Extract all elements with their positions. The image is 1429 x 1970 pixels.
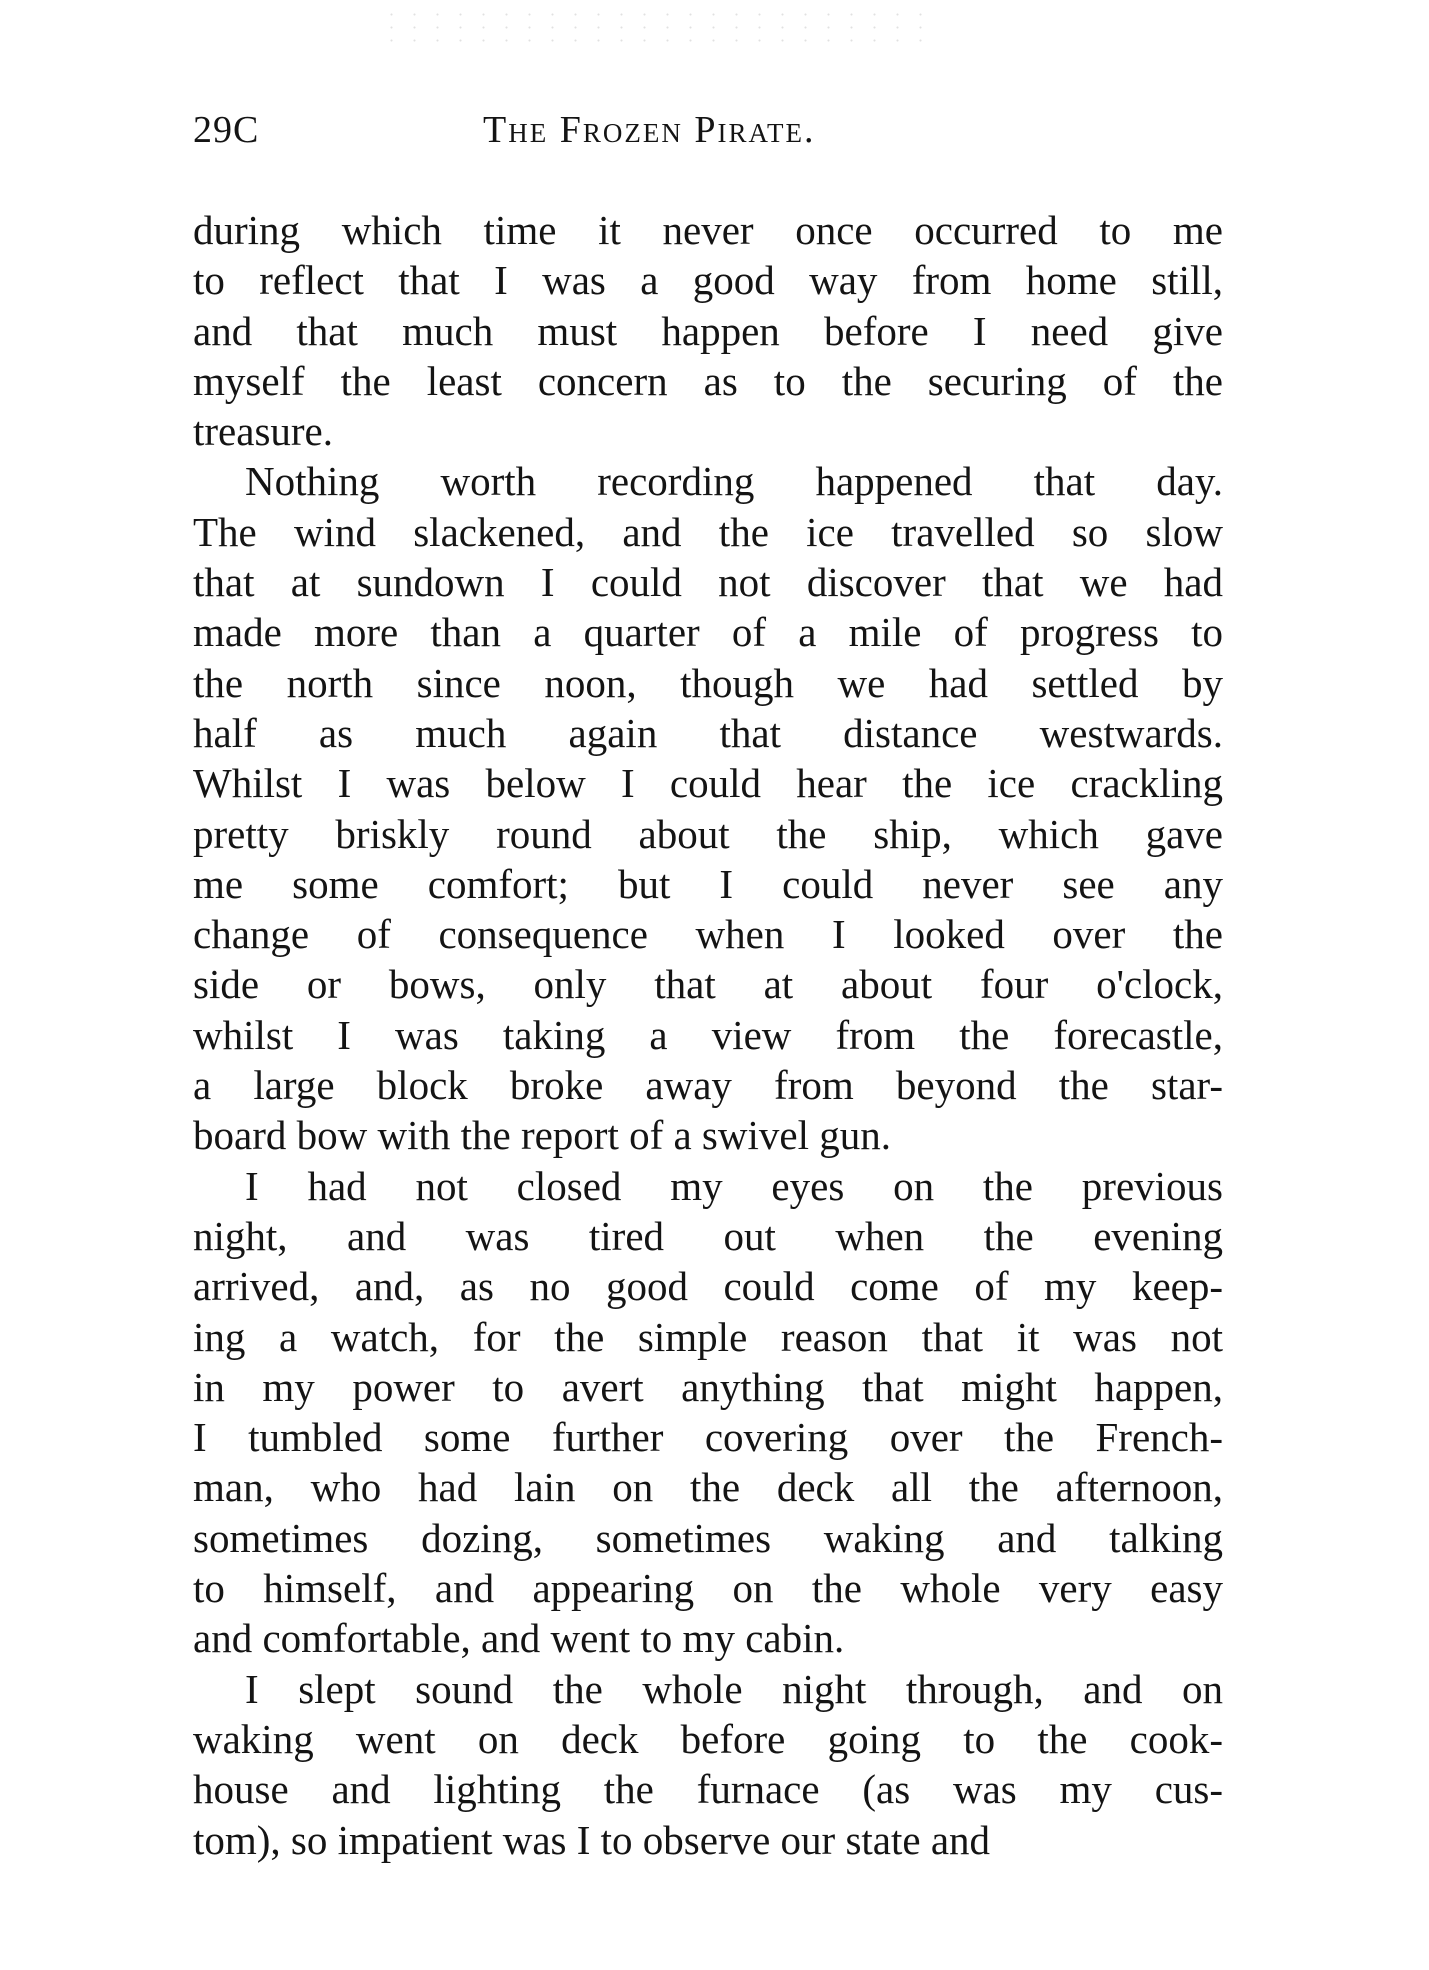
text-line: to reflect that I was a good way from home still,	[193, 257, 1223, 304]
text-line: made more than a quarter of a mile of progress to	[193, 609, 1223, 656]
text-line: treasure.	[193, 408, 333, 455]
paragraph	[193, 456, 1223, 1160]
page-header	[193, 108, 1223, 168]
text-line: Nothing worth recording happened that day.	[245, 458, 1223, 505]
paragraph	[193, 1664, 1223, 1865]
text-line: half as much again that distance westwards.	[193, 709, 1223, 756]
text-line: I had not closed my eyes on the previous	[245, 1162, 1223, 1209]
body-text	[193, 205, 1223, 1865]
text-line: to himself, and appearing on the whole very easy	[193, 1565, 1223, 1612]
text-line: the north since noon, though we had settled by	[193, 659, 1223, 706]
text-line: man, who had lain on the deck all the afternoon,	[193, 1464, 1223, 1511]
text-line: board bow with the report of a swivel gun.	[193, 1112, 891, 1159]
scan-noise	[380, 8, 940, 48]
text-line: a large block broke away from beyond the star-	[193, 1062, 1223, 1109]
text-line: and comfortable, and went to my cabin.	[193, 1615, 845, 1662]
text-line: in my power to avert anything that might happen,	[193, 1363, 1223, 1410]
text-line: I slept sound the whole night through, and on	[245, 1665, 1223, 1712]
text-line: sometimes dozing, sometimes waking and talking	[193, 1514, 1223, 1561]
text-line: house and lighting the furnace (as was my cus-	[193, 1766, 1223, 1813]
paragraph	[193, 1161, 1223, 1664]
text-line: and that much must happen before I need give	[193, 307, 1223, 354]
text-line: during which time it never once occurred to me	[193, 207, 1223, 253]
text-line: whilst I was taking a view from the forecastle,	[193, 1011, 1223, 1058]
text-line: Whilst I was below I could hear the ice crackling	[193, 760, 1223, 807]
text-line: arrived, and, as no good could come of my keep-	[193, 1263, 1223, 1310]
text-line: that at sundown I could not discover that we had	[193, 559, 1223, 606]
text-line: change of consequence when I looked over the	[193, 911, 1223, 958]
text-line: night, and was tired out when the evening	[193, 1212, 1223, 1259]
text-line: ing a watch, for the simple reason that it was not	[193, 1313, 1223, 1360]
text-line: myself the least concern as to the securing of the	[193, 357, 1223, 404]
text-line: side or bows, only that at about four o'clock,	[193, 961, 1223, 1008]
page-number: 29C	[193, 109, 260, 151]
text-line: me some comfort; but I could never see any	[193, 860, 1223, 907]
running-title: The Frozen Pirate.	[483, 109, 816, 151]
text-line: I tumbled some further covering over the French-	[193, 1414, 1223, 1461]
paragraph	[193, 205, 1223, 456]
text-line: The wind slackened, and the ice travelled so slow	[193, 508, 1223, 555]
text-line: tom), so impatient was I to observe our state and	[193, 1816, 991, 1863]
text-line: waking went on deck before going to the cook-	[193, 1715, 1223, 1762]
text-line: pretty briskly round about the ship, which gave	[193, 810, 1223, 857]
